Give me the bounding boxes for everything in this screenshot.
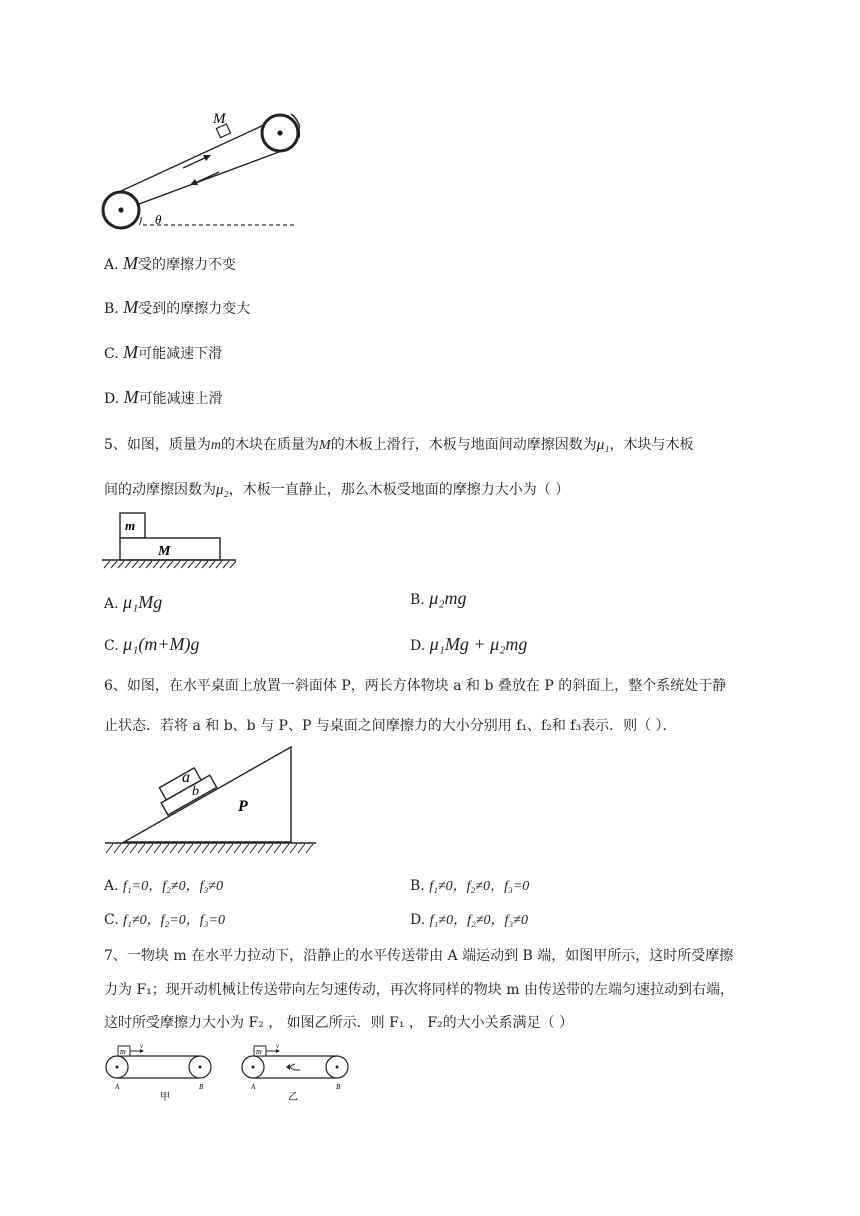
svg-text:A: A: [115, 1083, 120, 1091]
q7-stem-line3: 这时所受摩擦力大小为 F₂ ， 如图乙所示．则 F₁ ， F₂的大小关系满足（ ）: [104, 1015, 574, 1031]
q4-option-b[interactable]: B. M受到的摩擦力变大: [104, 297, 251, 317]
q5-stem-line1: 5、如图，质量为m的木块在质量为M的木板上滑行，木板与地面间动摩擦因数为μ₁，木块与木板: [104, 437, 694, 453]
q5-stem-line2: 间的动摩擦因数为μ₂，木板一直静止，那么木板受地面的摩擦力大小为（ ）: [104, 482, 570, 498]
label-theta: θ: [155, 212, 162, 227]
q5-option-a[interactable]: A. μ₁Mg: [104, 592, 163, 612]
label-M: M: [213, 111, 226, 127]
incline-blocks-figure: [100, 745, 320, 860]
svg-text:B: B: [336, 1083, 341, 1091]
incline-conveyor-figure: [95, 105, 300, 235]
svg-text:m: m: [125, 518, 136, 533]
q4-option-d[interactable]: D. M可能减速上滑: [104, 387, 223, 407]
q5-option-c[interactable]: C. μ₁(m+M)g: [104, 634, 200, 654]
svg-text:v: v: [276, 1042, 280, 1050]
q6-option-d[interactable]: D. f₁≠0，f₂≠0，f₃≠0: [410, 912, 528, 928]
q7-stem-line1: 7、一物块 m 在水平力拉动下，沿静止的水平传送带由 A 端运动到 B 端，如图甲所示，这时所受摩擦: [104, 948, 734, 964]
svg-text:甲: 甲: [160, 1092, 170, 1103]
q6-stem-line1: 6、如图，在水平桌面上放置一斜面体 P，两长方体物块 a 和 b 叠放在 P 的斜面上，整个系统处于静: [104, 678, 727, 694]
svg-text:a: a: [182, 769, 190, 786]
q5-option-d[interactable]: D. μ₁Mg + μ₂mg: [410, 634, 528, 654]
svg-text:v: v: [140, 1042, 144, 1050]
svg-text:m: m: [120, 1047, 126, 1056]
q5-option-b[interactable]: B. μ₂mg: [410, 588, 467, 608]
block-on-board-figure: [100, 508, 240, 576]
q6-option-b[interactable]: B. f₁≠0，f₂≠0，f₃=0: [410, 878, 530, 894]
q6-option-a[interactable]: A. f₁=0，f₂≠0，f₃≠0: [104, 878, 224, 894]
svg-text:m: m: [256, 1047, 262, 1056]
svg-text:A: A: [251, 1083, 256, 1091]
q6-option-c[interactable]: C. f₁≠0，f₂=0，f₃=0: [104, 912, 225, 928]
svg-text:P: P: [238, 798, 248, 815]
q7-stem-line2: 力为 F₁；现开动机械让传送带向左匀速传动，再次将同样的物块 m 由传送带的左端匀速拉动到右端，: [104, 982, 734, 998]
q4-option-c[interactable]: C. M可能减速下滑: [104, 342, 223, 362]
svg-text:b: b: [192, 784, 199, 799]
svg-text:M: M: [158, 544, 171, 559]
q4-option-a[interactable]: A. M受的摩擦力不变: [104, 253, 237, 273]
conveyor-figures: [100, 1040, 360, 1105]
q6-stem-line2: 止状态．若将 a 和 b、b 与 P、P 与桌面之间摩擦力的大小分别用 f₁、f₂和 f₃表示．则（ ）．: [104, 718, 677, 734]
svg-text:B: B: [199, 1083, 204, 1091]
svg-text:乙: 乙: [288, 1092, 298, 1103]
